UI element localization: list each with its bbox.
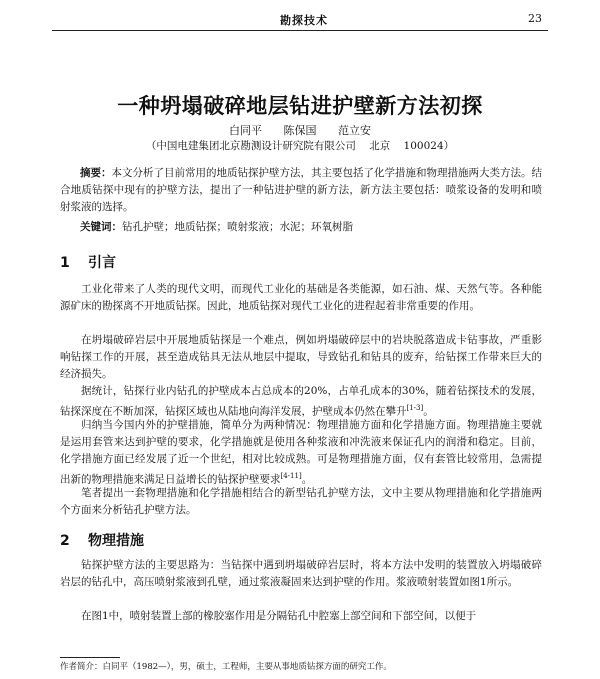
author-name: 范立安 bbox=[338, 124, 371, 137]
paragraph: 工业化带来了人类的现代文明，而现代工业化的基础是各类能源，如石油、煤、天然气等。各种能源矿床的勘探离不开地质钻探。因此，地质钻探对现代工业化的进程起着非常重要的作用。 bbox=[60, 283, 542, 312]
author-list bbox=[0, 122, 600, 138]
paragraph: 在坍塌破碎岩层中开展地质钻探是一个难点，例如坍塌破碎层中的岩块脱落造成卡钻事故，严重影响钻探工作的开展，甚至造成钻具无法从地层中提取，导致钻孔和钻具的废弃，给钻探工作带来巨大的经济损失。 bbox=[60, 334, 542, 380]
paragraph: 钻探护壁方法的主要思路为：当钻探中遇到坍塌破碎岩层时，将本方法中发明的装置放入坍塌破碎岩层的钻孔中，高压喷射浆液到孔壁，通过浆液凝固来达到护壁的作用。浆液喷射装置如图1所示。 bbox=[60, 559, 542, 588]
section-title: 引言 bbox=[88, 255, 116, 271]
keywords-text: 钻孔护壁；地质钻探；喷射浆液；水泥；环氧树脂 bbox=[122, 221, 353, 233]
section-number: 2 bbox=[60, 533, 70, 549]
section-title: 物理措施 bbox=[88, 533, 144, 549]
footnote: 作者简介：白同平（1982—），男，硕士，工程师，主要从事地质钻探方面的研究工作。 bbox=[60, 662, 392, 672]
running-header bbox=[52, 10, 548, 31]
citation: [4-11] bbox=[280, 472, 302, 480]
keywords-label: 关键词： bbox=[80, 221, 122, 233]
affiliation-org: （中国电建集团北京勘测设计研究院有限公司 bbox=[145, 140, 356, 152]
affiliation-postcode: 100024） bbox=[403, 140, 455, 152]
section-heading-2 bbox=[60, 530, 144, 550]
abstract bbox=[60, 165, 542, 216]
paper-title: 一种坍塌破碎地层钻进护壁新方法初探 bbox=[117, 94, 483, 118]
abstract-label: 摘要： bbox=[80, 167, 112, 179]
affiliation bbox=[0, 138, 600, 153]
author-name: 白同平 bbox=[229, 124, 262, 137]
affiliation-city: 北京 bbox=[369, 140, 391, 152]
paragraph: 归纳当今国内外的护壁措施，简单分为两种情况：物理措施方面和化学措施方面。物理措施主要就是运用套管来达到护壁的要求，化学措施就是使用各种浆液和冲洗液来保证孔内的润滑和稳定。目前，化学措施方面已经发展了近一个世纪，相对比较成熟。可是物理措施方面，仅有套管比较常用，急需提出新的物理措施来满足日益增长的钻探护壁要求[4-11]。 bbox=[60, 419, 542, 486]
paragraph: 据统计，钻探行业内钻孔的护壁成本占总成本的20%，占单孔成本的30%，随着钻探技术的发展，钻探深度在不断加深，钻探区域也从陆地向海洋发展，护壁成本仍然在攀升[1-3]。 bbox=[60, 385, 542, 418]
paragraph: 在图1中，喷射装置上部的橡胶塞作用是分隔钻孔中腔塞上部空间和下部空间，以便于 bbox=[81, 610, 477, 622]
abstract-text: 本文分析了目前常用的地质钻探护壁方法，其主要包括了化学措施和物理措施两大类方法。结合地质钻探中现有的护壁方法，提出了一种钻进护壁的新方法，新方法主要包括：喷浆设备的发明和喷射浆液的选择。 bbox=[60, 167, 542, 213]
footnote-divider bbox=[60, 657, 120, 658]
section-number: 1 bbox=[60, 255, 70, 271]
header-section-name: 勘探技术 bbox=[280, 14, 328, 27]
citation: [1-3] bbox=[406, 404, 424, 412]
page-number: 23 bbox=[528, 12, 542, 25]
keywords bbox=[60, 219, 542, 236]
section-heading-1 bbox=[60, 252, 116, 272]
paragraph: 笔者提出一套物理措施和化学措施相结合的新型钻孔护壁方法，文中主要从物理措施和化学措施两个方面来分析钻孔护壁方法。 bbox=[60, 487, 542, 516]
author-name: 陈保国 bbox=[283, 124, 317, 137]
